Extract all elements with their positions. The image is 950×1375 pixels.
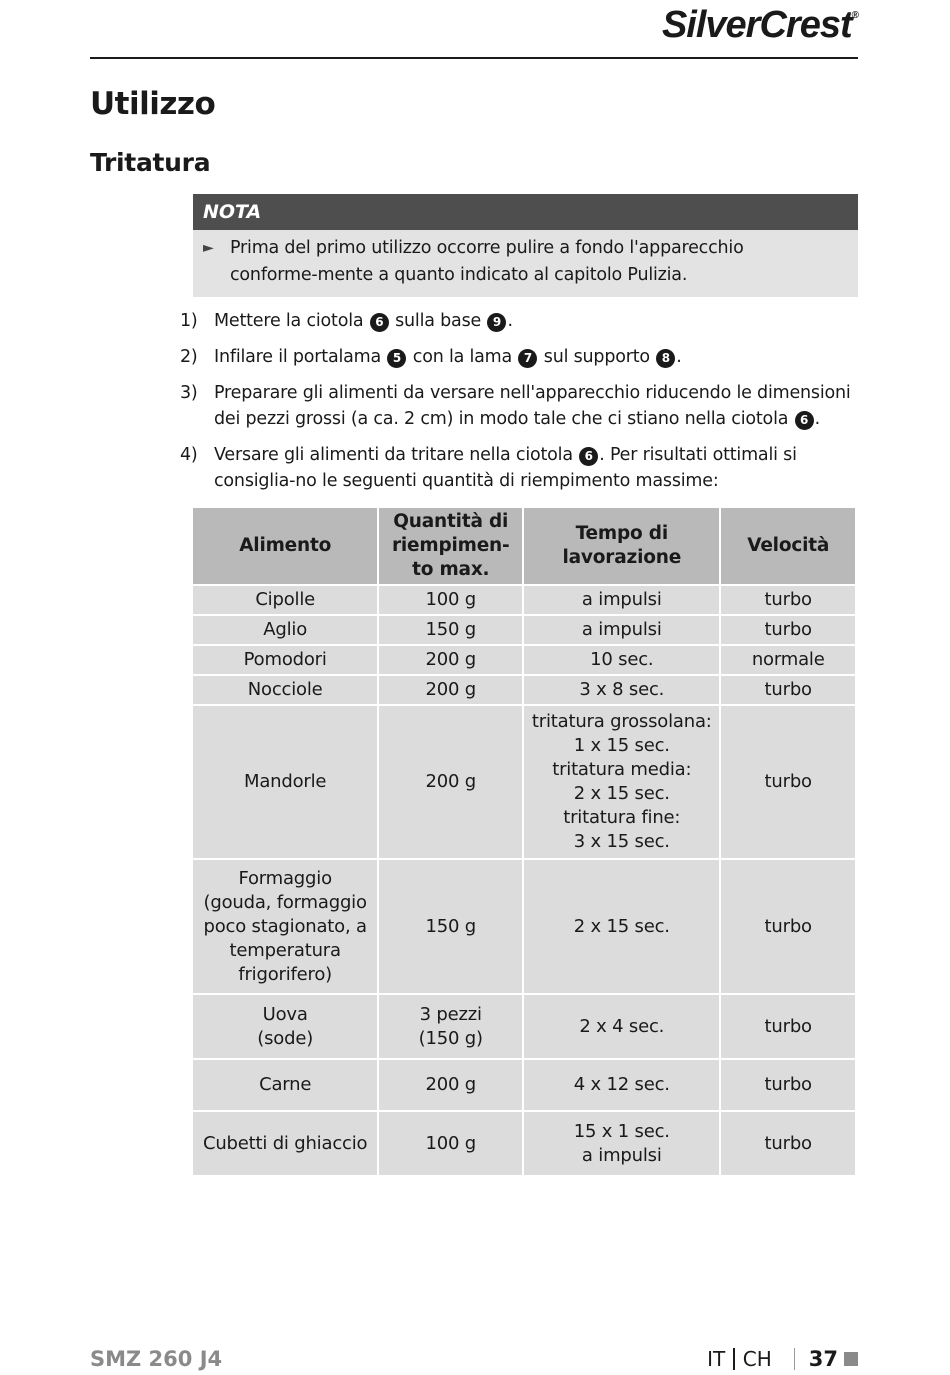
table-cell: turbo bbox=[721, 1112, 855, 1175]
table-cell: turbo bbox=[721, 616, 855, 644]
table-cell: 15 x 1 sec. a impulsi bbox=[524, 1112, 719, 1175]
header-rule bbox=[90, 57, 858, 59]
page-title: Utilizzo bbox=[90, 86, 216, 122]
square-marker-icon bbox=[844, 1352, 858, 1366]
table-row bbox=[193, 676, 855, 704]
table-cell: turbo bbox=[721, 676, 855, 704]
table-row bbox=[193, 646, 855, 674]
arrow-icon: ► bbox=[203, 240, 214, 256]
model-number: SMZ 260 J4 bbox=[90, 1347, 223, 1371]
table-cell: Uova (sode) bbox=[193, 995, 377, 1058]
table-cell: Nocciole bbox=[193, 676, 377, 704]
language-code: IT bbox=[707, 1347, 726, 1371]
brand-logo: SilverCrest® bbox=[661, 4, 858, 46]
table-cell: 100 g bbox=[379, 586, 522, 614]
page-number: 37 bbox=[808, 1347, 838, 1371]
table-cell: 100 g bbox=[379, 1112, 522, 1175]
table-row bbox=[193, 1112, 855, 1175]
table-cell: 200 g bbox=[379, 676, 522, 704]
table-cell: turbo bbox=[721, 860, 855, 993]
note-heading: NOTA bbox=[193, 194, 858, 230]
part-number-badge: 9 bbox=[487, 313, 506, 332]
table-cell: a impulsi bbox=[524, 586, 719, 614]
table-cell: 4 x 12 sec. bbox=[524, 1060, 719, 1110]
table-cell: Formaggio (gouda, formaggio poco stagionato, a temperatura frigorifero) bbox=[193, 860, 377, 993]
country-code: CH bbox=[742, 1347, 772, 1371]
table-cell: Cipolle bbox=[193, 586, 377, 614]
table-row bbox=[193, 586, 855, 614]
table-cell: Cubetti di ghiaccio bbox=[193, 1112, 377, 1175]
column-header: Tempo di lavorazione bbox=[524, 508, 719, 584]
part-number-badge: 5 bbox=[387, 349, 406, 368]
table-cell: 150 g bbox=[379, 860, 522, 993]
table-row bbox=[193, 995, 855, 1058]
table-cell: 200 g bbox=[379, 706, 522, 858]
table-cell: 2 x 4 sec. bbox=[524, 995, 719, 1058]
table-cell: Aglio bbox=[193, 616, 377, 644]
table-cell: 3 pezzi (150 g) bbox=[379, 995, 522, 1058]
note-text: Prima del primo utilizzo occorre pulire a fondo l'apparecchio conforme-mente a quanto indicato al capitolo Pulizia. bbox=[230, 238, 744, 285]
table-cell: 200 g bbox=[379, 646, 522, 674]
table-cell: turbo bbox=[721, 586, 855, 614]
table-cell: turbo bbox=[721, 706, 855, 858]
part-number-badge: 6 bbox=[579, 447, 598, 466]
table-cell: 3 x 8 sec. bbox=[524, 676, 719, 704]
step-list bbox=[178, 308, 858, 504]
table-header-row bbox=[193, 508, 855, 584]
table-cell: tritatura grossolana: 1 x 15 sec. tritatura media: 2 x 15 sec. tritatura fine: 3 x 15 sec. bbox=[524, 706, 719, 858]
table-cell: Pomodori bbox=[193, 646, 377, 674]
quantity-table bbox=[191, 506, 857, 1177]
table-cell: Mandorle bbox=[193, 706, 377, 858]
table-cell: 10 sec. bbox=[524, 646, 719, 674]
table-row bbox=[193, 860, 855, 993]
step-item: 3) Preparare gli alimenti da versare nell'apparecchio riducendo le dimensioni dei pezzi grossi (a ca. 2 cm) in modo tale che ci stiano nella ciotola 6 . bbox=[180, 383, 851, 429]
part-number-badge: 8 bbox=[656, 349, 675, 368]
table-row bbox=[193, 706, 855, 858]
table-cell: normale bbox=[721, 646, 855, 674]
step-item: 1) Mettere la ciotola 6 sulla base 9 . bbox=[180, 311, 513, 331]
column-header: Alimento bbox=[193, 508, 377, 584]
table-row bbox=[193, 616, 855, 644]
table-cell: turbo bbox=[721, 995, 855, 1058]
section-title: Tritatura bbox=[90, 148, 211, 177]
table-cell: 150 g bbox=[379, 616, 522, 644]
step-item: 4) Versare gli alimenti da tritare nella ciotola 6 . Per risultati ottimali si consiglia-no le seguenti quantità di riempimento massime: bbox=[180, 445, 797, 491]
table-cell: a impulsi bbox=[524, 616, 719, 644]
part-number-badge: 6 bbox=[370, 313, 389, 332]
table-row bbox=[193, 1060, 855, 1110]
table-cell: 200 g bbox=[379, 1060, 522, 1110]
part-number-badge: 7 bbox=[518, 349, 537, 368]
table-cell: turbo bbox=[721, 1060, 855, 1110]
divider bbox=[794, 1348, 795, 1370]
step-item: 2) Infilare il portalama 5 con la lama 7 sul supporto 8 . bbox=[180, 347, 682, 367]
column-header: Velocità bbox=[721, 508, 855, 584]
note-box bbox=[193, 194, 858, 297]
page-footer bbox=[707, 1347, 858, 1371]
divider bbox=[733, 1348, 735, 1370]
table-cell: 2 x 15 sec. bbox=[524, 860, 719, 993]
part-number-badge: 6 bbox=[795, 411, 814, 430]
table-cell: Carne bbox=[193, 1060, 377, 1110]
column-header: Quantità di riempimen-to max. bbox=[379, 508, 522, 584]
